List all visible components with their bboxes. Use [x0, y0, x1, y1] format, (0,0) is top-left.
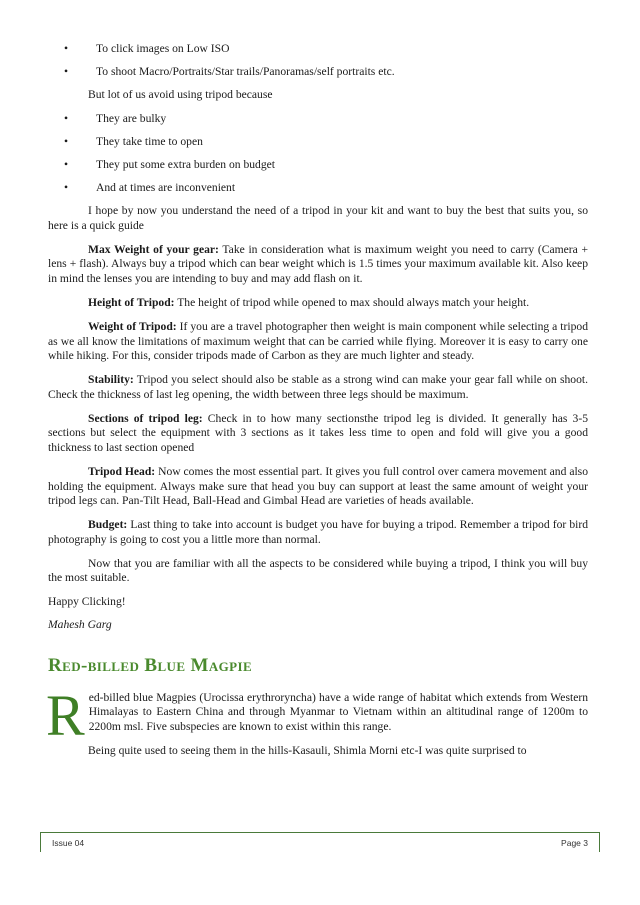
list-item [48, 181, 588, 196]
section-text: Check in to how many sectionsthe tripod leg is divided. It generally has 3-5 sections but select the equipment with 3 sections as it takes less time to open and fold will give you a good thickness to last section opened [48, 411, 588, 454]
list-item-text: They are bulky [96, 111, 167, 125]
guide-intro: I hope by now you understand the need of a tripod in your kit and want to buy the best that suits you, so here is a quick guide [48, 204, 588, 232]
section-max-weight [48, 243, 588, 287]
article-paragraph-text: ed-billed blue Magpies (Urocissa erythroryncha) have a wide range of habitat which extends from Western Himalayas to Eastern China and through Myanmar to Vietnam within an altitudinal range of 1200m to 2200m msl. Five subspecies are known to exist within this range. [88, 690, 588, 734]
article-paragraph: Being quite used to seeing them in the hills-Kasauli, Shimla Morni etc-I was quite surprised to [88, 744, 527, 758]
author-signature: Mahesh Garg [48, 618, 112, 632]
bullet-icon: • [64, 42, 69, 55]
bullet-icon: • [64, 157, 69, 171]
list-item-text: To shoot Macro/Portraits/Star trails/Panoramas/self portraits etc. [96, 65, 395, 79]
section-tripod-head [48, 465, 588, 509]
bullet-icon: • [64, 134, 69, 148]
list-item-text: And at times are inconvenient [96, 181, 236, 195]
list-item-text: To click images on Low ISO [96, 42, 230, 55]
avoid-intro: But lot of us avoid using tripod because [88, 88, 273, 102]
avoid-list [48, 112, 588, 196]
drop-cap: R [46, 682, 85, 748]
section-leg-sections [48, 412, 588, 456]
list-item [48, 112, 588, 127]
section-text: Now comes the most essential part. It gives you full control over camera movement and also holding the equipment. Always make sure that head you buy can support at least the same amount of weight your tripod legs can. Pan-Tilt Head, Ball-Head and Gimbal Head are varieties of heads available. [48, 464, 588, 508]
section-heading: Weight of Tripod: [88, 320, 177, 334]
section-heading: Max Weight of your gear: [88, 242, 219, 256]
section-heading: Height of Tripod: [88, 296, 175, 310]
section-text: Take in consideration what is maximum weight you need to carry (Camera + lens + flash). Always buy a tripod which can bear weight which is 1.5 times your maximum available kit. Also keep in mind the lenses you are intending to buy and may add flash on it. [48, 242, 588, 286]
section-budget [48, 518, 588, 547]
footer-rule [40, 832, 600, 833]
section-heading: Budget: [88, 518, 128, 532]
list-item [48, 135, 588, 150]
list-item [48, 42, 588, 57]
article-paragraph [46, 682, 588, 748]
list-item [48, 158, 588, 173]
section-text: The height of tripod while opened to max should always match your height. [174, 296, 530, 310]
section-height [48, 296, 588, 311]
list-item [48, 65, 588, 80]
footer-rule-right [599, 832, 600, 852]
sign-off: Happy Clicking! [48, 595, 126, 609]
page-content [48, 42, 588, 768]
section-text: Tripod you select should also be stable as a strong wind can make your gear fall while on shoot. Check the thickness of last leg opening, the width between three legs should be maximum. [48, 373, 588, 401]
section-heading: Sections of tripod leg: [88, 411, 203, 425]
reasons-list [48, 42, 588, 80]
section-weight [48, 320, 588, 364]
list-item-text: They take time to open [96, 134, 203, 148]
article-body [46, 682, 588, 759]
issue-number: Issue 04 [52, 838, 85, 848]
section-heading: Stability: [88, 373, 134, 387]
page-number: Page 3 [561, 838, 588, 848]
bullet-icon: • [64, 65, 69, 79]
article-title: Red-billed Blue Magpie [48, 654, 253, 676]
section-text: Last thing to take into account is budget you have for buying a tripod. Remember a tripod for bird photography is going to cost you a little more than normal. [48, 518, 588, 546]
bullet-icon: • [64, 111, 69, 125]
list-item-text: They put some extra burden on budget [96, 157, 276, 171]
bullet-icon: • [64, 181, 69, 195]
section-stability [48, 373, 588, 402]
footer-rule-left [40, 832, 41, 852]
section-text: If you are a travel photographer then weight is main component while selecting a tripod as we all know the limitations of maximum weight that can be carried while flying. Moreover it is easy to carry one while hiking. For this, consider tripods made of Carbon as they are much lighter and steady. [48, 320, 589, 363]
section-heading: Tripod Head: [88, 464, 156, 478]
closing-paragraph: Now that you are familiar with all the aspects to be considered while buying a tripod, I think you will buy the most suitable. [48, 556, 588, 585]
